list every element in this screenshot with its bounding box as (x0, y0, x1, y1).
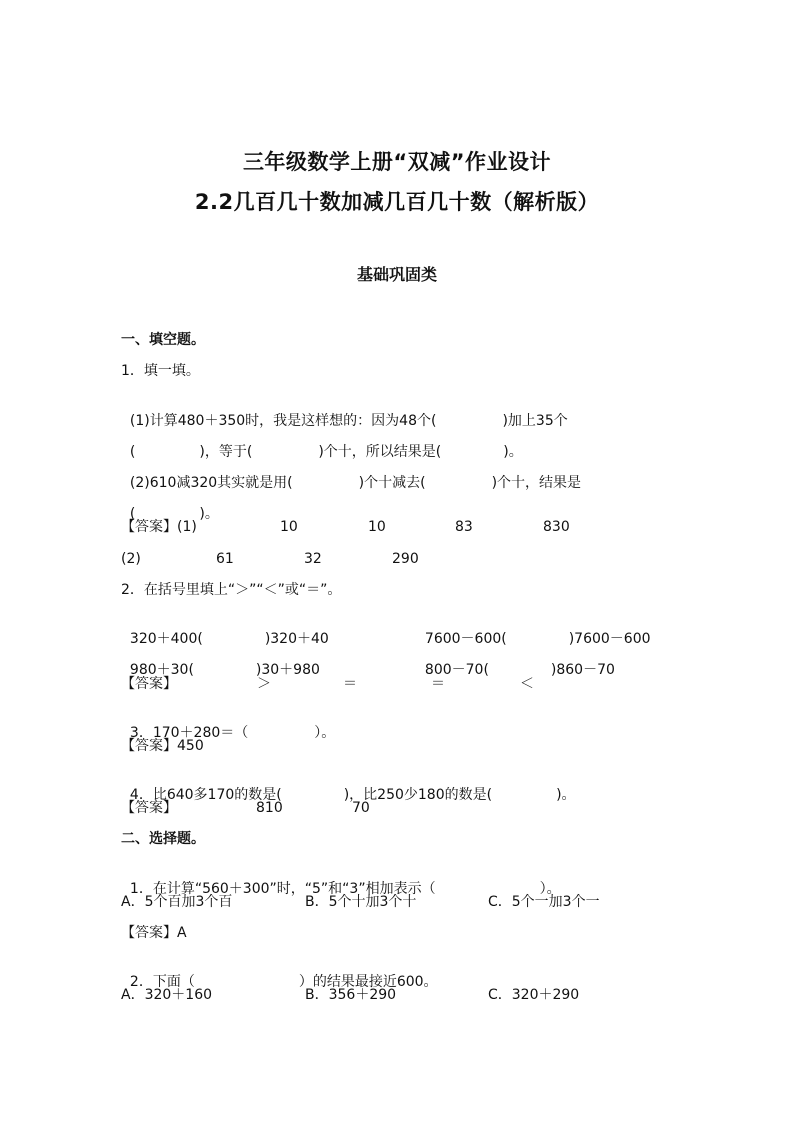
q1-answer-value: 10 (368, 519, 386, 535)
q2-expr: 7600－600( (424, 631, 507, 647)
q3-label-end: ）。 (314, 725, 336, 741)
c2-label-end: ）的结果最接近600。 (298, 974, 438, 990)
q2-row2 (121, 643, 320, 679)
q4-answer-value: 70 (352, 800, 370, 816)
c1-option-b: B．5个十加3个十 (305, 894, 417, 910)
q3-answer: 【答案】450 (121, 738, 204, 754)
c1-option-c: C．5个一加3个一 (488, 894, 600, 910)
c1-label-end: ）。 (539, 881, 561, 897)
q2-expr: )7600－600 (568, 631, 651, 647)
c2-option-a: A．320＋160 (121, 987, 213, 1003)
q2-answer-value: ＜ (520, 676, 534, 692)
q1-text: )个十减去( (358, 475, 426, 491)
section-title: 基础巩固类 (356, 265, 437, 284)
q2-answer-value: ＝ (343, 676, 357, 692)
c1-answer: 【答案】A (121, 925, 187, 941)
q2-expr: 800－70( (424, 662, 489, 678)
q1-text: (1)计算480＋350时，我是这样想的：因为48个( (129, 413, 437, 429)
document-title: 三年级数学上册“双减”作业设计 (242, 150, 552, 174)
c2-option-b: B．356＋290 (305, 987, 397, 1003)
q2-row2b (416, 643, 615, 679)
q4-answer-label: 【答案】 (121, 800, 177, 816)
q1-text: )，等于( (199, 444, 253, 460)
q1-answer-value: 32 (304, 551, 322, 567)
q2-expr: )30＋980 (255, 662, 320, 678)
part1-heading: 一、填空题。 (121, 332, 205, 348)
q4-answer-value: 810 (256, 800, 283, 816)
q2-expr: 980＋30( (129, 662, 194, 678)
q4-line (121, 768, 576, 804)
c1-option-a: A．5个百加3个百 (121, 894, 233, 910)
c2-option-c: C．320＋290 (488, 987, 580, 1003)
q1-text: ( (129, 444, 136, 460)
q1-text: )个十，所以结果是( (318, 444, 442, 460)
q1-answer-value: 61 (216, 551, 234, 567)
q1-text: )个十，结果是 (491, 475, 582, 491)
q1-answer2-label: (2) (121, 551, 141, 567)
part2-heading: 二、选择题。 (121, 831, 205, 847)
q1-answer-value: 83 (455, 519, 473, 535)
q1-answer-value: 290 (392, 551, 419, 567)
q2-label: 2．在括号里填上“＞”“＜”或“＝”。 (121, 582, 342, 598)
c2-label: 2．下面（ (129, 974, 195, 990)
q1-text: )。 (199, 506, 219, 522)
q1-text: )。 (503, 444, 523, 460)
q4-text: 4．比640多170的数是( (129, 787, 282, 803)
q1-text: (2)610减320其实就是用( (129, 475, 293, 491)
q2-answer-value: ＞ (257, 676, 271, 692)
q4-text: )。 (556, 787, 576, 803)
q4-text: )，比250少180的数是( (343, 787, 493, 803)
c1-label: 1．在计算“560＋300”时，“5”和“3”相加表示（ (129, 881, 436, 897)
document-subtitle: 2.2几百几十数加减几百几十数（解析版） (194, 190, 600, 214)
q1-text: ( (129, 506, 136, 522)
q1-answer-value: 830 (543, 519, 570, 535)
q2-answer-value: ＝ (431, 676, 445, 692)
q2-expr: )320＋40 (264, 631, 329, 647)
q1-label: 1．填一填。 (121, 363, 200, 379)
q2-expr: )860－70 (550, 662, 615, 678)
q1-text: )加上35个 (502, 413, 568, 429)
q3-label: 3．170＋280＝（ (129, 725, 249, 741)
q2-expr: 320＋400( (129, 631, 203, 647)
q2-answer-label: 【答案】 (121, 676, 177, 692)
q1-answer-value: 10 (280, 519, 298, 535)
q1-answer-label: 【答案】(1) (121, 519, 197, 535)
